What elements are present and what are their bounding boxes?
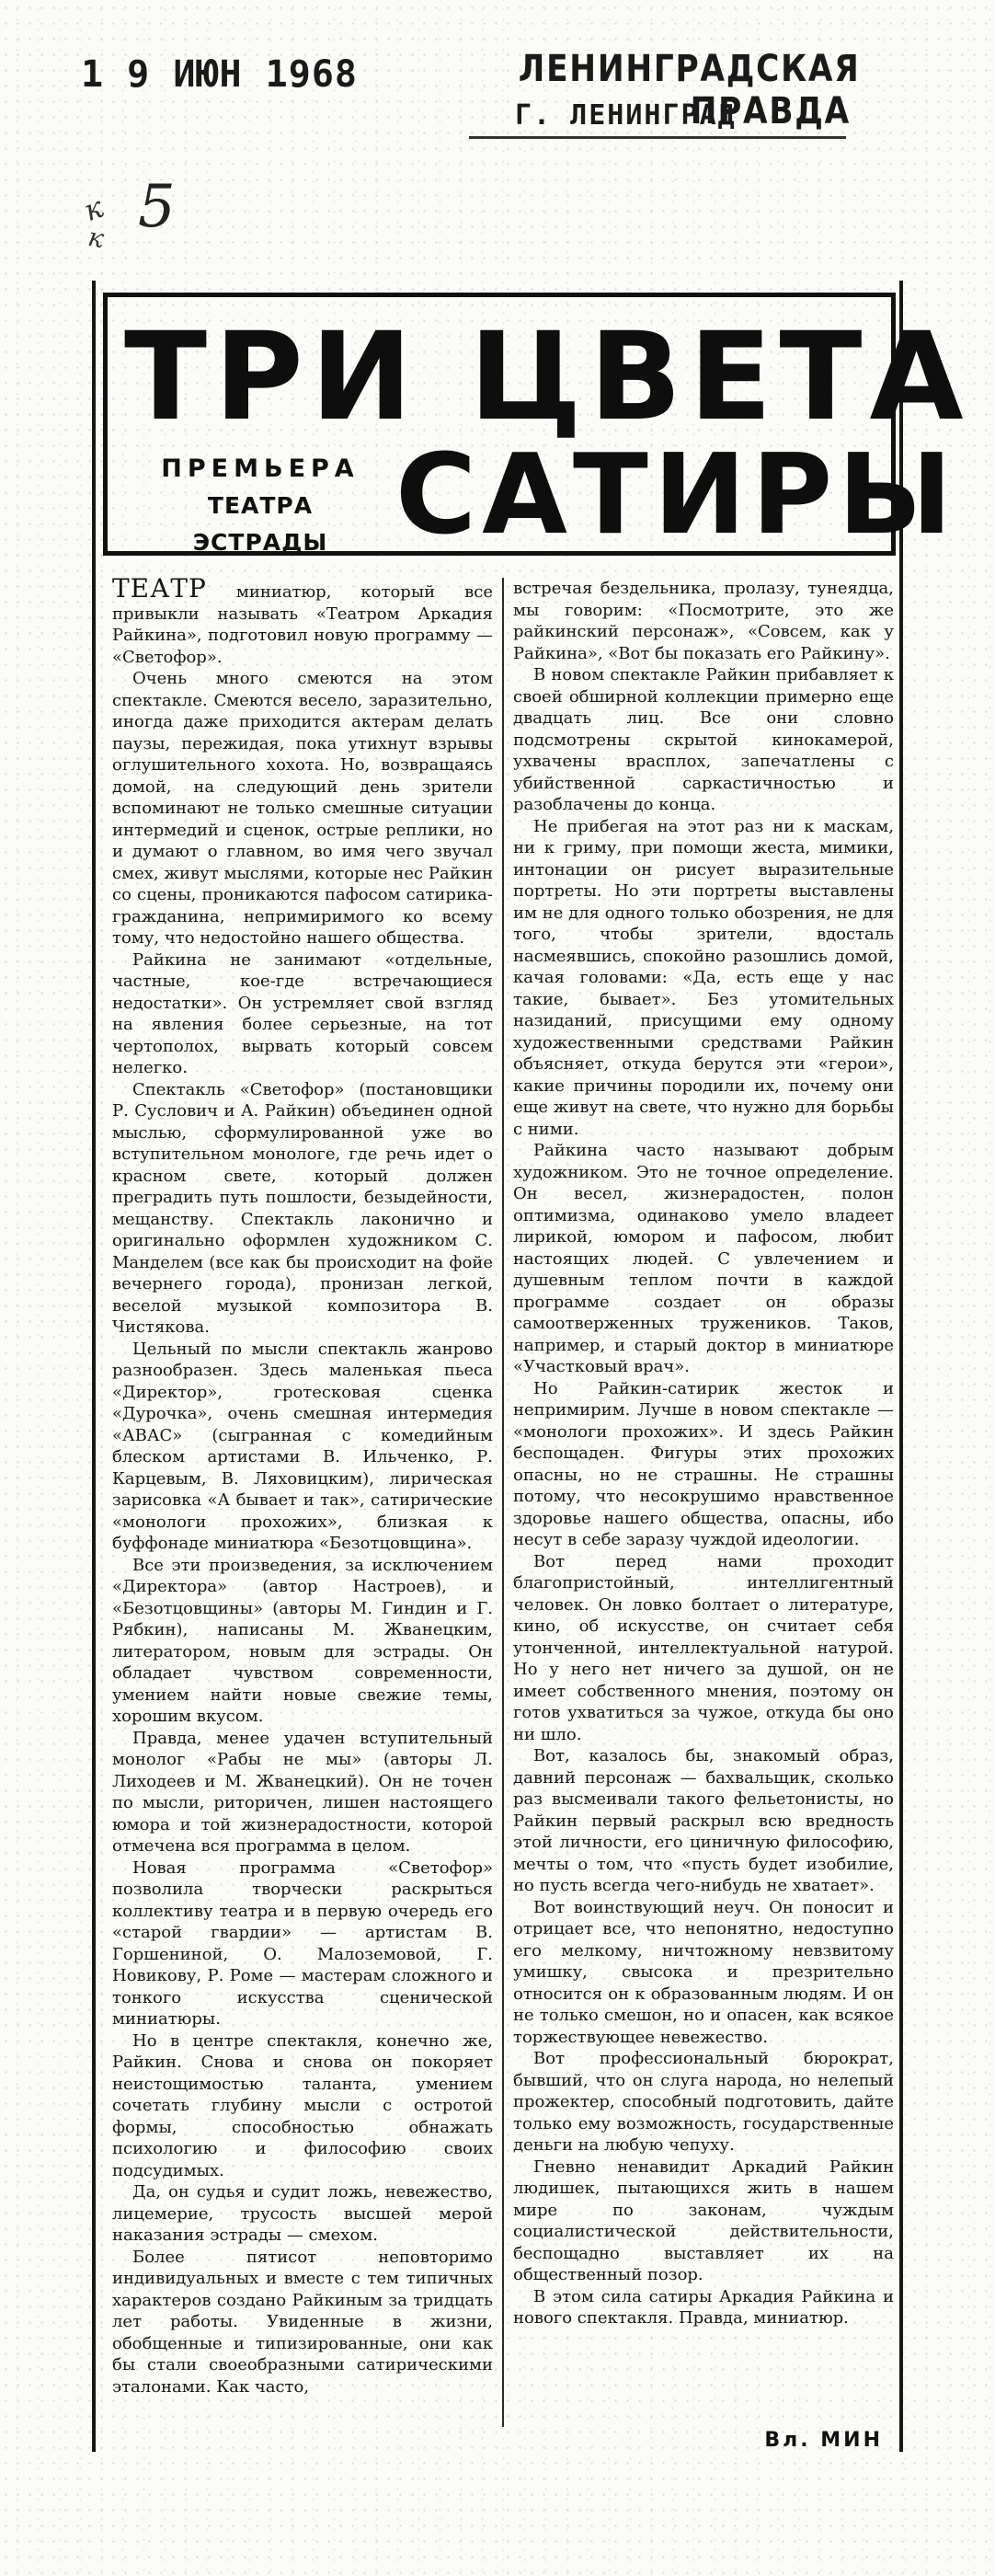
paragraph: Цельный по мысли спектакль жанрово разнообразен. Здесь маленькая пьеса «Директор», гротесковая сценка «Дурочка», очень смешная интермедия «АВАС» (сыгранная с комедийным блеском артистами В. Ильченко, Р. Карцевым, В. Ляховицким), лирическая зарисовка «А бывает и так», сатирические «монологи прохожих», близкая к буффонаде миниатюра «Безотцовщина». bbox=[112, 1339, 493, 1553]
paragraph: Вот воинствующий неуч. Он поносит и отрицает все, что непонятно, недоступно его мелкому, ничтожному невзвитому умишку, свысока и презрительно относится он к образованным людям. И он не только смешон, но и опасен, как всякое торжествующее невежество. bbox=[513, 1897, 894, 2047]
column-divider bbox=[502, 578, 504, 2427]
article-body bbox=[112, 578, 894, 2427]
city-stamp: Г. ЛЕНИНГРАД bbox=[515, 99, 737, 132]
paragraph: Райкина часто называют добрым художником. Это не точное определение. Он весел, жизнерадостен, полон оптимизма, одинаково умело владеет лирикой, юмором и пафосом, любит настоящих людей. С увлечением и душевным теплом почти в каждой программе создает он образы самоотверженных тружеников. Таков, например, и старый доктор в миниатюре «Участковый врач». bbox=[513, 1141, 894, 1376]
headline-title-line1: ТРИ ЦВЕТА bbox=[124, 306, 971, 448]
headline-subtitle bbox=[136, 451, 384, 561]
paragraph: Вот профессиональный бюрократ, бывший, что он слуга народа, но нелепый прожектер, способный подготовить, дайте только ему возможность, государственные деньги на любую чепуху. bbox=[513, 2049, 894, 2155]
handwritten-mark: к bbox=[79, 189, 109, 229]
paragraph: Очень много смеются на этом спектакле. Смеются весело, заразительно, иногда даже приходится актерам делать паузы, пережидая, пока утихнут взрывы оглушительного хохота. Но, возвращаясь домой, на следующий день зрители вспоминают не только смешные ситуации интермедий и сценок, острые реплики, но и думают о главном, во имя чего звучал смех, живут мыслями, которые нес Райкин со сцены, проникаются пафосом сатирика-гражданина, непримиримого ко всему тому, что недостойно нашего общества. bbox=[112, 669, 493, 948]
headline-title-line2: САТИРЫ bbox=[395, 431, 958, 559]
paragraph: Новая программа «Светофор» позволила творчески раскрыться коллективу театра и в первую очередь его «старой гвардии» — артистам В. Горшениной, О. Малоземовой, Г. Новикову, Р. Роме — мастерам сложного и тонкого искусства сценической миниатюры. bbox=[112, 1857, 493, 2029]
paragraph: Более пятисот неповторимо индивидуальных и вместе с тем типичных характеров создано Райкиным за тридцать лет работы. Увиденные в жизни, обобщенные и типизированные, они как бы стали своеобразными сатирическими эталонами. Как часто, bbox=[112, 2247, 493, 2397]
paragraph: Не прибегая на этот раз ни к маскам, ни к гриму, при помощи жеста, мимики, интонации он рисует выразительные портреты. Но эти портреты выставлены им не для одного только обозрения, не для того, чтобы зрители, вдосталь насмеявшись, спокойно разошлись домой, качая головами: «Да, есть еще у нас такие, бывает». Без утомительных назиданий, присущими ему одному художественными средствами Райкин объясняет, откуда берутся эти «герои», какие причины породили их, почему они еще живут на свете, что нужно для борьбы с ними. bbox=[513, 816, 894, 1139]
paragraph: В новом спектакле Райкин прибавляет к своей обширной коллекции примерно еще двадцать лиц. Все они словно подсмотрены скрытой кинокамерой, ухвачены врасплох, запечатлены с убийственной саркастичностью и разоблачены до конца. bbox=[513, 665, 894, 814]
paragraph: Да, он судья и судит ложь, невежество, лицемерие, трусость высшей мерой наказания эстрады — смехом. bbox=[112, 2182, 493, 2245]
author-signature: Вл. МИН bbox=[764, 2429, 883, 2452]
paragraph: Но Райкин-сатирик жесток и непримирим. Лучше в новом спектакле — «монологи прохожих». И здесь Райкин беспощаден. Фигуры этих прохожих опасны, но не страшны. Не страшны потому, что несокрушимо нравственное здоровье нашего общества, опасны, ибо несут в себе заразу чуждой идеологии. bbox=[513, 1378, 894, 1549]
paragraph: Вот перед нами проходит благопристойный, интеллигентный человек. Он ловко болтает о литературе, кино, об искусстве, он считает себя утонченной, интеллектуальной натурой. Но у него нет ничего за душой, он не имеет собственного мнения, поэтому он готов ухватиться за чужое, откуда бы оно ни шло. bbox=[513, 1551, 894, 1744]
paragraph: Райкина не занимают «отдельные, частные, кое-где встречающиеся недостатки». Он устремляет свой взгляд на явления более серьезные, на тот чертополох, вырвать который совсем нелегко. bbox=[112, 949, 493, 1077]
paragraph: Вот, казалось бы, знакомый образ, давний персонаж — бахвальщик, сколько раз высмеивали такого фельетонисты, но Райкин первый раскрыл всю вредность этой личности, его циничную философию, мечты о том, что «пусть будет изобилие, но пусть всегда чего-нибудь не хватает». bbox=[513, 1746, 894, 1895]
lead-text: миниатюр, который все привыкли называть «Театром Аркадия Райкина», подготовил новую программу — «Светофор». bbox=[112, 582, 493, 667]
handwritten-number: 5 bbox=[138, 173, 176, 241]
lead-word: ТЕАТР bbox=[112, 578, 207, 604]
paragraph: встречая бездельника, пролазу, тунеядца, мы говорим: «Посмотрите, это же райкинский персонаж», «Совсем, как у Райкина», «Вот бы показать его Райкину». bbox=[513, 579, 894, 663]
date-stamp: 1 9 ИЮН 1968 bbox=[81, 53, 358, 96]
paragraph: Спектакль «Светофор» (постановщики Р. Суслович и А. Райкин) объединен одной мыслью, сформулированной уже во вступительном монологе, где речь идет о красном свете, который должен преградить путь пошлости, безыдейности, мещанству. Спектакль лаконично и оригинально оформлен художником С. Манделем (все как бы происходит на фойе вечернего города), пронизан легкой, веселой музыкой композитора В. Чистякова. bbox=[112, 1079, 493, 1337]
paragraph: Правда, менее удачен вступительный монолог «Рабы не мы» (авторы Л. Лиходеев и М. Жванецкий). Он не точен по мысли, риторичен, лишен настоящего юмора и той жизнерадостности, которой отмечена вся программа в целом. bbox=[112, 1728, 493, 1856]
paragraph: Гневно ненавидит Аркадий Райкин людишек, пытающихся жить в нашем мире по законам, чуждым социалистической действительности, беспощадно выставляет их на общественный позор. bbox=[513, 2156, 894, 2284]
paragraph: Все эти произведения, за исключением «Директора» (автор Настроев), и «Безотцовщины» (авторы М. Гиндин и Г. Рябкин), написаны М. Жванецким, литератором, новым для эстрады. Он обладает чувством современности, умением найти новые свежие темы, хорошим вкусом. bbox=[112, 1555, 493, 1726]
newspaper-stamp: ЛЕНИНГРАДСКАЯ ПРАВДА bbox=[518, 48, 861, 132]
stamp-underline bbox=[469, 136, 846, 139]
paragraph: Но в центре спектакля, конечно же, Райкин. Снова и снова он покоряет неистощимостью таланта, умением сочетать глубину мысли с остротой формы, способностью обнажать психологию и философию своих подсудимых. bbox=[112, 2030, 493, 2180]
lead-paragraph bbox=[112, 578, 493, 668]
subtitle-line2: ТЕАТРА ЭСТРАДЫ bbox=[192, 492, 328, 556]
subtitle-line1: ПРЕМЬЕРА bbox=[161, 454, 360, 483]
handwritten-mark-2: к bbox=[86, 221, 107, 255]
article-column-left bbox=[112, 578, 493, 2427]
article-column-right bbox=[513, 578, 894, 2427]
paragraph: В этом сила сатиры Аркадия Райкина и нового спектакля. Правда, миниатюр. bbox=[513, 2286, 894, 2328]
